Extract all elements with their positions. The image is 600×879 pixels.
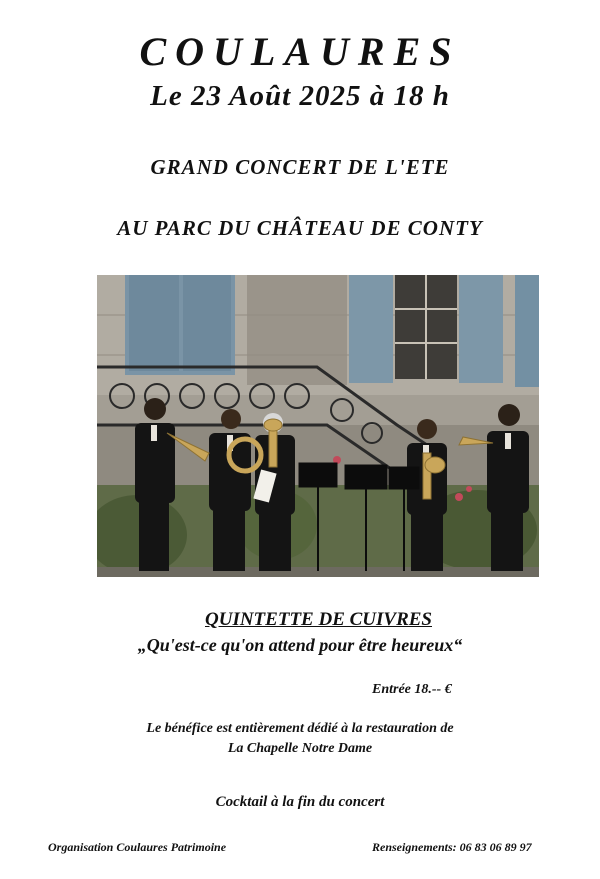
cocktail-note: Cocktail à la fin du concert xyxy=(215,794,385,810)
brass-quintet-photo xyxy=(97,275,539,577)
event-date: Le 23 Août 2025 à 18 h xyxy=(150,80,450,112)
benefit-line-2: La Chapelle Notre Dame xyxy=(227,741,373,756)
town-name: COULAURES xyxy=(139,29,461,74)
program-title: „Qu'est-ce qu'on attend pour être heureux“ xyxy=(137,635,463,655)
entry-price: Entrée 18.-- € xyxy=(372,682,452,697)
event-venue: AU PARC DU CHÂTEAU DE CONTY xyxy=(117,216,483,240)
ensemble-name: QUINTETTE DE CUIVRES xyxy=(205,609,432,630)
contact-info: Renseignements: 06 83 06 89 97 xyxy=(372,840,532,854)
organizer-credit: Organisation Coulaures Patrimoine xyxy=(48,840,227,854)
event-title: GRAND CONCERT DE L'ETE xyxy=(150,155,450,179)
benefit-line-1: Le bénéfice est entièrement dédié à la restauration de xyxy=(146,721,454,736)
